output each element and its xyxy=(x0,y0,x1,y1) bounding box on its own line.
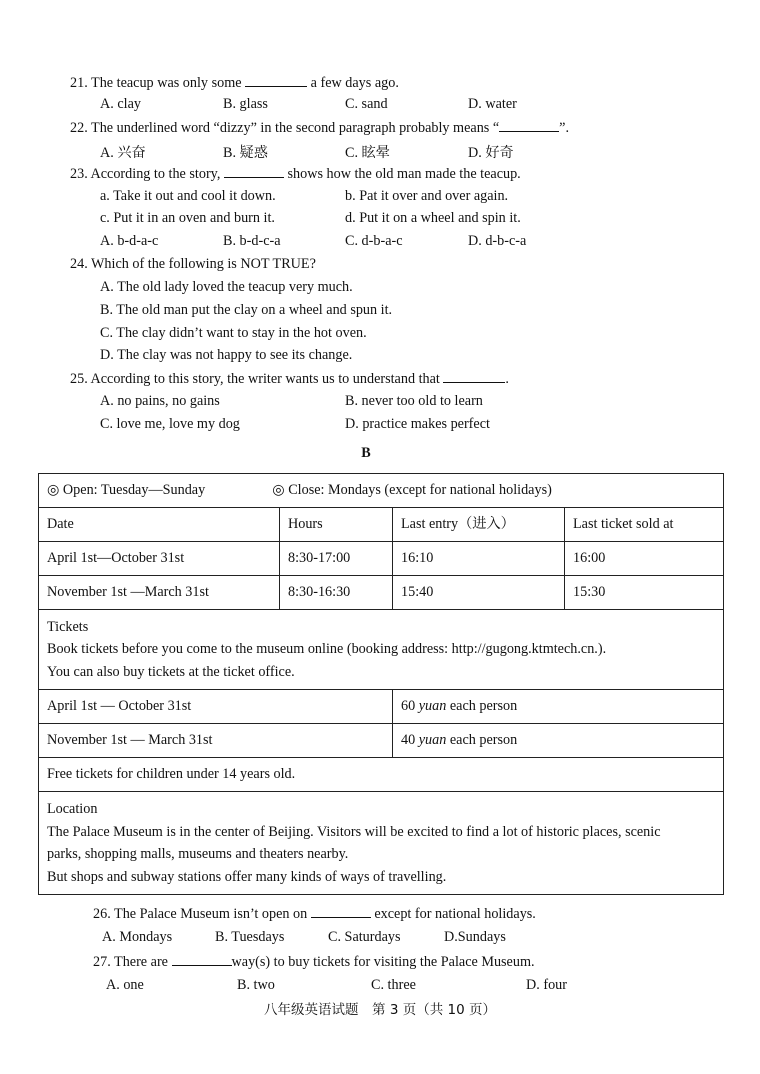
answer-blank xyxy=(245,74,307,87)
option-a: A. b-d-a-c xyxy=(100,233,159,249)
question-26-stem: 26. The Palace Museum isn’t open on xyxy=(93,906,308,922)
tickets-cell xyxy=(39,610,724,690)
header-last-ticket: Last ticket sold at xyxy=(565,508,724,542)
question-21-stem-end: a few days ago. xyxy=(310,75,399,91)
answer-blank xyxy=(224,165,284,178)
option-c: C. love me, love my dog xyxy=(100,416,240,432)
cell-date: April 1st—October 31st xyxy=(39,542,280,576)
option-c: C. The clay didn’t want to stay in the hot oven. xyxy=(100,325,367,341)
question-22 xyxy=(70,119,569,137)
option-a: A. Mondays xyxy=(102,929,173,945)
option-b: B. b-d-c-a xyxy=(223,233,281,249)
answer-blank xyxy=(172,953,232,966)
cell-last-ticket: 16:00 xyxy=(565,542,724,576)
open-days: ◎ Open: Tuesday—Sunday xyxy=(47,482,206,499)
option-b: B. The old man put the clay on a wheel and spun it. xyxy=(100,302,393,318)
question-22-stem: 22. The underlined word “dizzy” in the second paragraph probably means “ xyxy=(70,120,500,136)
option-a: A. 兴奋 xyxy=(100,145,146,161)
option-d: D.Sundays xyxy=(444,929,506,945)
question-24-stem: 24. Which of the following is NOT TRUE? xyxy=(70,256,316,272)
answer-blank xyxy=(443,370,505,383)
tickets-office-text: You can also buy tickets at the ticket office. xyxy=(47,663,295,680)
option-c: C. d-b-a-c xyxy=(345,233,403,249)
step-d: d. Put it on a wheel and spin it. xyxy=(345,210,521,226)
step-b: b. Pat it over and over again. xyxy=(345,188,509,204)
option-a: A. no pains, no gains xyxy=(100,393,220,409)
table-header-row xyxy=(39,508,724,542)
section-b-title: B xyxy=(361,445,371,461)
location-text-2: parks, shopping malls, museums and theaters nearby. xyxy=(47,846,349,862)
price-period: November 1st — March 31st xyxy=(39,724,393,758)
price-row xyxy=(39,724,724,758)
price-unit: yuan xyxy=(418,732,447,749)
option-c: C. Saturdays xyxy=(328,929,401,945)
question-24 xyxy=(70,256,316,273)
question-22-stem-end: ”. xyxy=(559,120,570,136)
location-text-1: The Palace Museum is in the center of Beijing. Visitors will be excited to find a lot of historic places, scenic xyxy=(47,823,661,840)
question-23 xyxy=(70,165,521,183)
option-d: D. The clay was not happy to see its change. xyxy=(100,347,353,363)
option-d: D. practice makes perfect xyxy=(345,416,490,432)
location-row xyxy=(39,792,724,895)
option-d: D. water xyxy=(468,96,517,112)
page-footer: 八年级英语试题 第 3 页（共 10 页） xyxy=(264,1002,496,1018)
question-27-stem-end: way(s) to buy tickets for visiting the Palace Museum. xyxy=(231,954,535,970)
answer-blank xyxy=(499,119,559,132)
option-a: A. clay xyxy=(100,96,141,112)
location-text-3: But shops and subway stations offer many kinds of ways of travelling. xyxy=(47,868,447,885)
answer-blank xyxy=(311,905,371,918)
question-27-stem: 27. There are xyxy=(93,954,168,970)
cell-last-entry: 16:10 xyxy=(393,542,565,576)
price-row xyxy=(39,690,724,724)
option-b: B. never too old to learn xyxy=(345,393,483,409)
option-b: B. 疑惑 xyxy=(223,145,268,161)
question-21 xyxy=(70,74,399,92)
close-days: ◎ Close: Mondays (except for national holidays) xyxy=(272,482,552,499)
question-23-stem-end: shows how the old man made the teacup. xyxy=(287,166,521,182)
question-25 xyxy=(70,370,509,388)
price-amount xyxy=(393,690,724,724)
question-23-stem: 23. According to the story, xyxy=(70,166,221,182)
question-26-stem-end: except for national holidays. xyxy=(374,906,536,922)
cell-last-ticket: 15:30 xyxy=(565,576,724,610)
free-tickets-text: Free tickets for children under 14 years old. xyxy=(39,758,724,792)
cell-hours: 8:30-16:30 xyxy=(280,576,393,610)
price-amount xyxy=(393,724,724,758)
option-c: C. three xyxy=(371,977,416,993)
museum-info-table xyxy=(38,473,724,895)
question-26 xyxy=(93,905,536,923)
cell-hours: 8:30-17:00 xyxy=(280,542,393,576)
option-b: B. Tuesdays xyxy=(215,929,285,945)
header-last-entry: Last entry（进入） xyxy=(393,508,565,542)
location-title: Location xyxy=(47,801,98,817)
location-cell xyxy=(39,792,724,895)
option-d: D. four xyxy=(526,977,567,993)
price-suffix: each person xyxy=(449,732,518,749)
opening-cell xyxy=(39,474,724,508)
option-d: D. d-b-c-a xyxy=(468,233,527,249)
price-period: April 1st — October 31st xyxy=(39,690,393,724)
price-value: 40 xyxy=(401,732,416,749)
tickets-title: Tickets xyxy=(47,618,89,635)
table-row xyxy=(39,576,724,610)
option-c: C. 眩晕 xyxy=(345,145,390,161)
tickets-row xyxy=(39,610,724,690)
option-b: B. glass xyxy=(223,96,268,112)
question-25-stem-end: . xyxy=(505,371,509,387)
cell-last-entry: 15:40 xyxy=(393,576,565,610)
option-a: A. The old lady loved the teacup very much. xyxy=(100,279,353,295)
question-27 xyxy=(93,953,535,971)
option-d: D. 好奇 xyxy=(468,145,514,161)
question-25-stem: 25. According to this story, the writer wants us to understand that xyxy=(70,371,440,387)
cell-date: November 1st —March 31st xyxy=(39,576,280,610)
step-a: a. Take it out and cool it down. xyxy=(100,188,276,204)
question-21-stem: 21. The teacup was only some xyxy=(70,75,242,91)
free-tickets-row xyxy=(39,758,724,792)
tickets-online-text: Book tickets before you come to the museum online (booking address: http://gugong.ktmtech.cn.). xyxy=(47,641,607,658)
option-c: C. sand xyxy=(345,96,388,112)
header-hours: Hours xyxy=(280,508,393,542)
price-value: 60 xyxy=(401,698,416,715)
header-date: Date xyxy=(39,508,280,542)
opening-row xyxy=(39,474,724,508)
price-unit: yuan xyxy=(418,698,447,715)
option-a: A. one xyxy=(106,977,144,993)
option-b: B. two xyxy=(237,977,275,993)
price-suffix: each person xyxy=(449,698,518,715)
table-row xyxy=(39,542,724,576)
step-c: c. Put it in an oven and burn it. xyxy=(100,210,275,226)
